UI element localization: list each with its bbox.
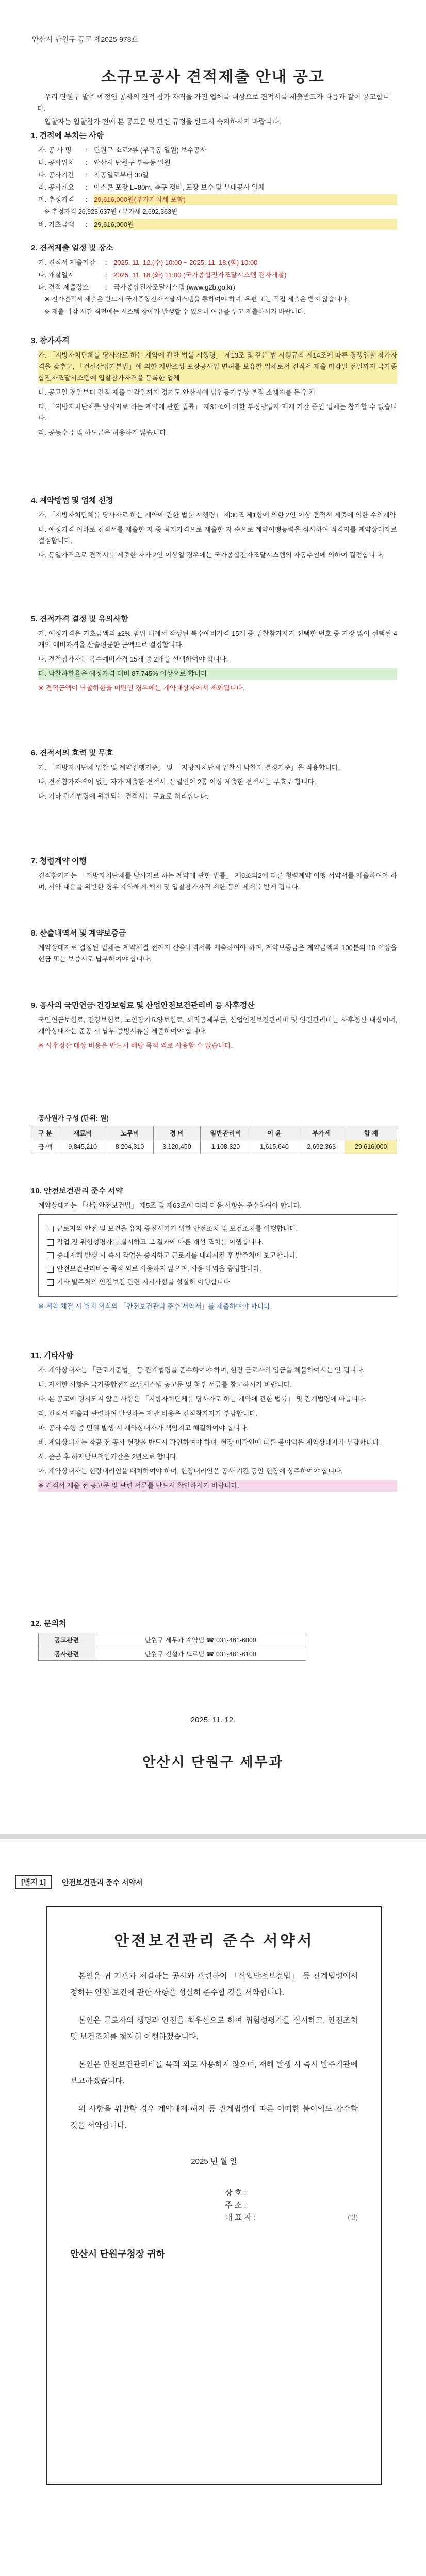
section-3 bbox=[31, 335, 397, 442]
misc-item: 라. 견적서 제출과 관련하여 발생하는 제반 비용은 견적참가자가 부담합니다. bbox=[38, 1410, 258, 1417]
annex-label: 안전보건관리 준수 서약서 bbox=[62, 1878, 143, 1887]
section-title: 11. 기타사항 bbox=[31, 1351, 74, 1360]
deposit-text: 계약상대자로 결정된 업체는 계약체결 전까지 산출내역서를 제출하여야 하며, 계약보증금은 계약금액의 100분의 10 이상을 현금 또는 보증서로 납부하여야 합니다. bbox=[38, 944, 397, 963]
info-key: 가. 공 사 명 bbox=[38, 146, 72, 154]
table-header-row bbox=[31, 1126, 397, 1140]
budget-label: 마. 추정가격 bbox=[38, 196, 75, 204]
colon: : bbox=[86, 221, 88, 228]
info-value: 단원구 소로2류 (부곡동 일원) 보수공사 bbox=[94, 146, 207, 154]
table-cell: 금 액 bbox=[31, 1140, 59, 1154]
integrity-text: 견적참가자는 「지방자치단체를 당사자로 하는 계약에 관한 법률」 제6조의2에 따른 청렴계약 이행 서약서를 제출하여야 하며, 서약 내용을 위반한 경우 계약해제·해지 및 입찰참가자격 제한 등의 제재를 받게 됩니다. bbox=[38, 872, 397, 891]
section-5 bbox=[31, 613, 397, 697]
section-6 bbox=[31, 747, 397, 805]
checklist-label: 안전보건관리비는 목적 외로 사용하지 않으며, 사용 내역을 증빙합니다. bbox=[57, 1265, 261, 1273]
base-value: 29,616,000원 bbox=[94, 219, 397, 230]
checkbox[interactable] bbox=[47, 1239, 54, 1246]
misc-item: 바. 계약상대자는 착공 전 공사 현장을 반드시 확인하여야 하며, 현장 미확인에 따른 불이익은 계약상대자가 부담합니다. bbox=[38, 1438, 381, 1446]
info-key: 다. 공사기간 bbox=[38, 171, 75, 179]
misc-item: 사. 준공 후 하자담보책임기간은 2년으로 합니다. bbox=[38, 1453, 178, 1461]
section-7 bbox=[31, 855, 397, 896]
notice-date: 2025. 11. 12. bbox=[190, 1716, 236, 1724]
info-value: 착공일로부터 30일 bbox=[94, 171, 149, 179]
signature-label: 상 호 : bbox=[225, 2189, 247, 2197]
signature-label: 대 표 자 : bbox=[225, 2213, 256, 2222]
checklist-item bbox=[47, 1250, 388, 1261]
section-title: 6. 견적서의 효력 및 무효 bbox=[31, 749, 113, 757]
table-header: 일반관리비 bbox=[201, 1126, 251, 1140]
table-cell: 29,616,000 bbox=[345, 1140, 397, 1154]
checkbox[interactable] bbox=[47, 1279, 54, 1286]
table-cell: 1,108,320 bbox=[201, 1140, 251, 1154]
pledge-para: 위 사항을 위반할 경우 계약해제·해지 등 관계법령에 따른 어떠한 불이익도 감수할 것을 서약합니다. bbox=[70, 2105, 358, 2130]
table-cell: 1,615,640 bbox=[251, 1140, 298, 1154]
schedule-key: 나. 개찰일시 bbox=[38, 271, 75, 279]
budget-row bbox=[38, 194, 397, 205]
checklist-label: 중대재해 발생 시 즉시 작업을 중지하고 근로자를 대피시킨 후 발주처에 보고합니다. bbox=[57, 1251, 298, 1259]
pledge-para: 본인은 안전보건관리비를 목적 외로 사용하지 않으며, 재해 발생 시 즉시 발주기관에 보고하겠습니다. bbox=[70, 2060, 358, 2086]
contract-item: 다. 동일가격으로 견적서를 제출한 자가 2인 이상일 경우에는 국가종합전자조달시스템의 자동추첨에 의하여 결정합니다. bbox=[38, 551, 384, 559]
pledge-recipient: 안산시 단원구청장 귀하 bbox=[70, 2249, 165, 2259]
inquiry-section bbox=[31, 1618, 397, 1661]
validity-item: 가. 「지방자치단체 입찰 및 계약집행기준」 및 「지방자치단체 입찰시 낙찰자 결정기준」을 적용합니다. bbox=[38, 764, 340, 771]
table-cell: 2,692,363 bbox=[298, 1140, 345, 1154]
eligibility-item: 가. 「지방자치단체를 당사자로 하는 계약에 관한 법률 시행령」 제13조 및 같은 법 시행규칙 제14조에 따른 경쟁입찰 참가자격을 갖추고, 「건설산업기본법」에 의한 지반조성·포장공사업 면허를 보유한 업체로서 견적서 제출 마감일 전일까지 국가종합전자조달시스템에 입찰참가자격을 등록한 업체 bbox=[38, 350, 397, 384]
table-header: 재료비 bbox=[59, 1126, 106, 1140]
price-item: 가. 예정가격은 기초금액의 ±2% 범위 내에서 작성된 복수예비가격 15개 중 입찰참가자가 선택한 번호 중 가장 많이 선택된 4개의 예비가격을 산술평균한 금액으로 결정합니다. bbox=[38, 630, 397, 649]
section-9 bbox=[31, 999, 397, 1055]
checklist-label: 기타 발주처의 안전보건 관련 지시사항을 성실히 이행합니다. bbox=[57, 1278, 232, 1286]
pledge-para: 본인은 귀 기관과 체결하는 공사와 관련하여 「산업안전보건법」 등 관계법령에서 정하는 안전·보건에 관한 사항을 성실히 준수할 것을 서약합니다. bbox=[70, 1972, 358, 1997]
section-title: 4. 계약방법 및 업체 선정 bbox=[31, 496, 113, 505]
schedule-key: 가. 견적서 제출기간 bbox=[38, 259, 96, 266]
misc-item: 가. 계약상대자는 「근로기준법」 등 관계법령을 준수하여야 하며, 현장 근로자의 임금을 체불하여서는 안 됩니다. bbox=[38, 1366, 365, 1374]
signature-value bbox=[272, 2188, 358, 2198]
section-title: 3. 참가자격 bbox=[31, 336, 70, 345]
safety-after: ※ 계약 체결 시 별지 서식의 「안전보건관리 준수 서약서」를 제출하여야 합니다. bbox=[38, 1302, 272, 1310]
eligibility-item: 나. 공고일 전일부터 견적 제출 마감일까지 경기도 안산시에 법인등기부상 본점 소재지를 둔 업체 bbox=[38, 388, 315, 396]
cost-table bbox=[31, 1126, 397, 1154]
eligibility-item: 다. 「지방자치단체를 당사자로 하는 계약에 관한 법률」 제31조에 의한 부정당업자 제재 기간 중인 업체는 참가할 수 없습니다. bbox=[38, 403, 397, 422]
section-title: 2. 견적제출 일정 및 장소 bbox=[31, 244, 113, 252]
intro bbox=[37, 92, 393, 130]
misc-item: 아. 계약상대자는 현장대리인을 배치하여야 하며, 현장대리인은 공사 기간 동안 현장에 상주하여야 합니다. bbox=[38, 1467, 343, 1475]
cost-table-section bbox=[31, 1113, 397, 1154]
signature-value: (인) bbox=[348, 2214, 358, 2221]
intro-line: 입찰자는 입찰참가 전에 본 공고문 및 관련 규정을 반드시 숙지하시기 바랍니다. bbox=[44, 118, 281, 126]
colon: : bbox=[86, 183, 88, 191]
info-row bbox=[38, 145, 397, 156]
schedule-note: ※ 전자견적서 제출은 반드시 국가종합전자조달시스템을 통하여야 하며, 우편 또는 직접 제출은 받지 않습니다. bbox=[44, 296, 349, 303]
section-10 bbox=[31, 1185, 397, 1315]
schedule-key: 다. 견적 제출장소 bbox=[38, 283, 89, 291]
table-cell: 공고관련 bbox=[39, 1633, 95, 1647]
section-title: 12. 문의처 bbox=[31, 1619, 67, 1628]
section-title: 9. 공사의 국민연금·건강보험료 및 산업안전보건관리비 등 사후정산 bbox=[31, 1001, 255, 1010]
base-label: 바. 기초금액 bbox=[38, 221, 75, 228]
eligibility-item: 라. 공동수급 및 하도급은 허용하지 않습니다. bbox=[38, 429, 168, 436]
contract-item: 나. 예정가격 이하로 견적서를 제출한 자 중 최저가격으로 제출한 자 순으로 계약이행능력을 심사하여 적격자를 계약상대자로 결정합니다. bbox=[38, 526, 397, 545]
section-title: 1. 견적에 부치는 사항 bbox=[31, 131, 104, 140]
signature-block bbox=[70, 2151, 358, 2264]
section-2 bbox=[31, 242, 397, 319]
misc-item: 다. 본 공고에 명시되지 않은 사항은 「지방자치단체를 당사자로 하는 계약에 관한 법률」 및 관계법령에 따릅니다. bbox=[38, 1395, 367, 1403]
colon: : bbox=[105, 259, 107, 266]
checklist-item bbox=[47, 1223, 388, 1234]
pledge-title: 안전보건관리 준수 서약서 bbox=[114, 1933, 314, 1950]
section-11 bbox=[31, 1350, 397, 1495]
schedule-row bbox=[38, 282, 397, 293]
colon: : bbox=[105, 271, 107, 279]
colon: : bbox=[105, 283, 107, 291]
table-header: 노무비 bbox=[106, 1126, 153, 1140]
checklist-label: 작업 전 위험성평가를 실시하고 그 결과에 따른 개선 조치를 이행합니다. bbox=[57, 1238, 264, 1246]
signature-value bbox=[272, 2200, 358, 2211]
checklist-item bbox=[47, 1263, 388, 1275]
section-title: 5. 견적가격 결정 및 유의사항 bbox=[31, 615, 128, 623]
checklist-item bbox=[47, 1277, 388, 1288]
misc-item: 나. 자세한 사항은 국가종합전자조달시스템 공고문 및 첨부 서류를 참고하시기 바랍니다. bbox=[38, 1381, 292, 1388]
validity-item: 나. 견적참가자격이 없는 자가 제출한 견적서, 동일인이 2통 이상 제출한 견적서는 무효로 합니다. bbox=[38, 778, 316, 786]
table-cell: 단원구 세무과 계약팀 ☎ 031-481-6000 bbox=[95, 1633, 306, 1647]
colon: : bbox=[86, 159, 88, 166]
schedule-value: 국가종합전자조달시스템 (www.g2b.go.kr) bbox=[113, 283, 235, 291]
table-header: 부가세 bbox=[298, 1126, 345, 1140]
price-item: 나. 견적참가자는 복수예비가격 15개 중 2개를 선택하여야 합니다. bbox=[38, 655, 228, 663]
info-row bbox=[38, 182, 397, 193]
info-value: 안산시 단원구 부곡동 일원 bbox=[94, 159, 171, 166]
table-cell: 공사관련 bbox=[39, 1647, 95, 1661]
validity-item: 다. 기타 관계법령에 위반되는 견적서는 무효로 처리합니다. bbox=[38, 792, 209, 800]
signature-label: 주 소 : bbox=[225, 2201, 247, 2210]
pledge-para: 본인은 근로자의 생명과 안전을 최우선으로 하여 위험성평가를 실시하고, 안전조치 및 보건조치를 철저히 이행하겠습니다. bbox=[70, 2016, 358, 2041]
base-row bbox=[38, 219, 397, 230]
table-row bbox=[31, 1140, 397, 1154]
cost-table-caption: 공사원가 구성 (단위: 원) bbox=[38, 1114, 109, 1122]
section-title: 8. 산출내역서 및 계약보증금 bbox=[31, 929, 126, 938]
misc-emphasis: ※ 견적서 제출 전 공고문 및 관련 서류를 반드시 확인하시기 바랍니다. bbox=[38, 1480, 397, 1492]
table-cell: 9,845,210 bbox=[59, 1140, 106, 1154]
info-value: 아스콘 포장 L=80m, 측구 정비, 포장 보수 및 부대공사 일체 bbox=[94, 183, 265, 191]
signature-row bbox=[225, 2188, 358, 2198]
checklist-label: 근로자의 안전 및 보건을 유지·증진시키기 위한 안전조치 및 보건조치를 이행합니다. bbox=[57, 1225, 298, 1232]
table-header: 경 비 bbox=[153, 1126, 200, 1140]
budget-value: 29,616,000원(부가가치세 포함) bbox=[94, 194, 397, 205]
pledge-body bbox=[47, 1968, 381, 2134]
schedule-row bbox=[38, 257, 397, 268]
settlement-note: ※ 사후정산 대상 비용은 반드시 해당 목적 외로 사용할 수 없습니다. bbox=[38, 1042, 233, 1049]
inquiry-table bbox=[38, 1633, 306, 1661]
contract-item: 가. 「지방자치단체를 당사자로 하는 계약에 관한 법률 시행령」 제30조 제1항에 의한 2인 이상 견적서 제출에 의한 수의계약 bbox=[38, 511, 396, 519]
section-4 bbox=[31, 495, 397, 564]
page-title: 소규모공사 견적제출 안내 공고 bbox=[101, 69, 325, 86]
safety-lead: 계약상대자는 「산업안전보건법」 제5조 및 제63조에 따라 다음 사항을 준수하여야 합니다. bbox=[38, 1201, 302, 1209]
misc-item: 마. 공사 수행 중 민원 발생 시 계약상대자가 책임지고 해결하여야 합니다. bbox=[38, 1424, 249, 1432]
pledge-date: 2025 년 월 일 bbox=[191, 2157, 237, 2166]
checklist-item bbox=[47, 1236, 388, 1248]
checkbox[interactable] bbox=[47, 1252, 54, 1259]
section-title: 10. 안전보건관리 준수 서약 bbox=[31, 1187, 123, 1195]
signature-row bbox=[225, 2200, 358, 2211]
section-1 bbox=[31, 130, 397, 231]
table-cell: 8,204,310 bbox=[106, 1140, 153, 1154]
price-emphasis: ※ 견적금액이 낙찰하한율 미만인 경우에는 계약대상자에서 제외됩니다. bbox=[38, 684, 245, 692]
price-item: 다. 낙찰하한율은 예정가격 대비 87.745% 이상으로 합니다. bbox=[38, 668, 397, 680]
table-cell: 3,120,450 bbox=[153, 1140, 200, 1154]
page-divider bbox=[0, 1834, 426, 1839]
table-header: 구 분 bbox=[31, 1126, 59, 1140]
notice-issuer: 안산시 단원구 세무과 bbox=[142, 1754, 284, 1770]
checkbox[interactable] bbox=[47, 1226, 54, 1232]
table-header: 합 계 bbox=[345, 1126, 397, 1140]
signature-row bbox=[225, 2212, 358, 2223]
schedule-note: ※ 제출 마감 시간 직전에는 시스템 장애가 발생할 수 있으니 여유를 두고 제출하시기 바랍니다. bbox=[44, 308, 305, 315]
colon: : bbox=[86, 196, 88, 204]
settlement-text: 국민연금보험료, 건강보험료, 노인장기요양보험료, 퇴직공제부금, 산업안전보건관리비 및 안전관리비는 사후정산 대상이며, 계약상대자는 준공 시 납부 증빙서류를 제출하여야 합니다. bbox=[38, 1016, 397, 1035]
safety-checklist bbox=[38, 1214, 397, 1297]
pledge-form bbox=[46, 1906, 382, 2485]
intro-line: 우리 단원구 발주 예정인 공사의 견적 참가 자격을 가진 업체를 대상으로 견적서를 제출받고자 다음과 같이 공고합니다. bbox=[37, 93, 390, 112]
colon: : bbox=[86, 146, 88, 154]
budget-note: ※ 추정가격 26,923,637원 / 부가세 2,692,363원 bbox=[44, 208, 178, 215]
schedule-value: 2025. 11. 12.(수) 10:00 ~ 2025. 11. 18.(화) 10:00 bbox=[113, 259, 258, 266]
table-header: 이 윤 bbox=[251, 1126, 298, 1140]
schedule-value: 2025. 11. 18.(화) 11:00 (국가종합전자조달시스템 전자개찰) bbox=[113, 271, 287, 279]
colon: : bbox=[86, 171, 88, 179]
table-cell: 단원구 건설과 도로팀 ☎ 031-481-6100 bbox=[95, 1647, 306, 1661]
section-8 bbox=[31, 927, 397, 968]
schedule-row bbox=[38, 269, 397, 280]
table-row bbox=[39, 1647, 306, 1661]
section-title: 7. 청렴계약 이행 bbox=[31, 857, 87, 866]
info-key: 나. 공사위치 bbox=[38, 159, 75, 166]
info-row bbox=[38, 170, 397, 180]
info-row bbox=[38, 157, 397, 168]
notice-number: 안산시 단원구 공고 제2025-978호 bbox=[32, 35, 139, 43]
info-key: 라. 공사개요 bbox=[38, 183, 75, 191]
annex-tag: [별지 1] bbox=[15, 1875, 52, 1889]
table-row bbox=[39, 1633, 306, 1647]
checkbox[interactable] bbox=[47, 1266, 54, 1273]
